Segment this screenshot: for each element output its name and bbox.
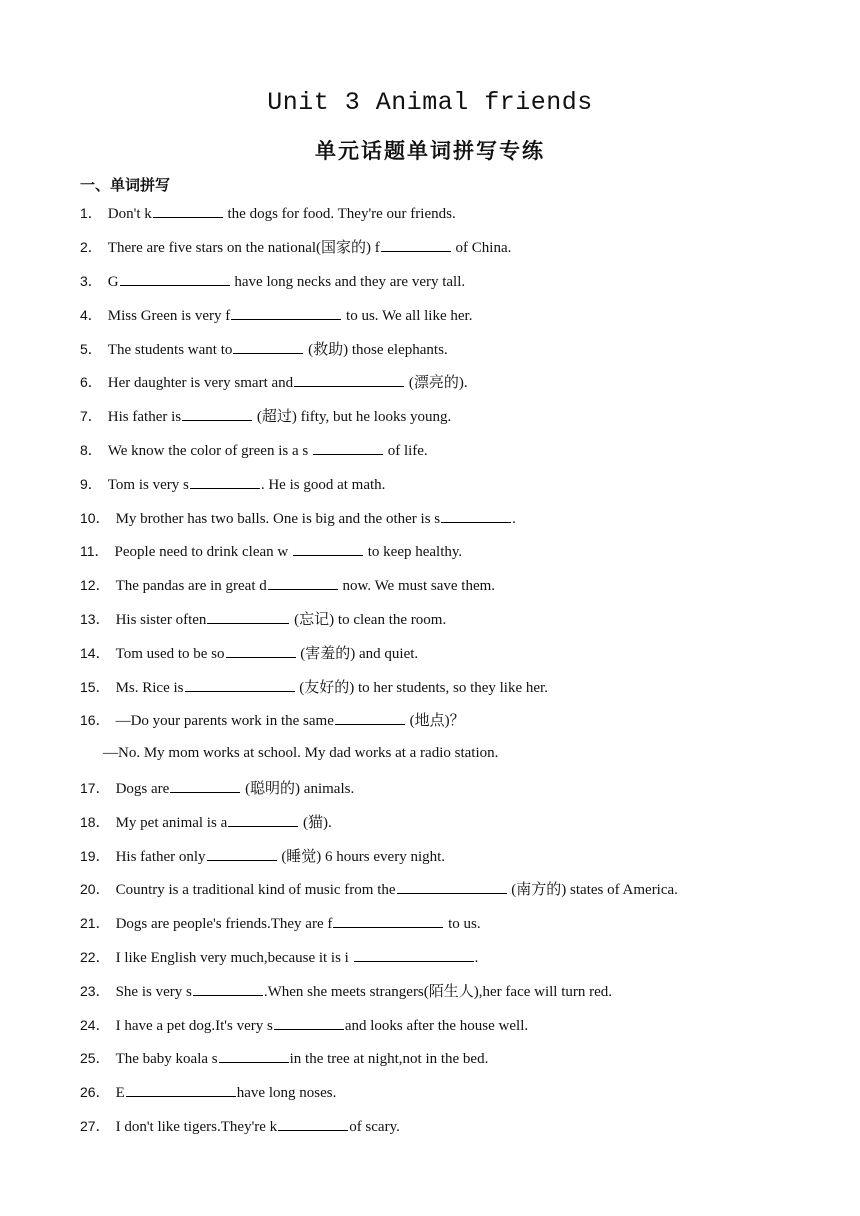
answer-blank[interactable]	[354, 946, 474, 962]
question-14: 14． Tom used to be so (害羞的) and quiet.	[80, 642, 418, 662]
question-8: 8． We know the color of green is a s of life.	[80, 439, 428, 459]
question-9: 9． Tom is very s . He is good at math.	[80, 473, 385, 493]
answer-blank[interactable]	[333, 912, 443, 928]
answer-blank[interactable]	[120, 270, 230, 286]
answer-blank[interactable]	[274, 1014, 344, 1030]
question-16: 16． —Do your parents work in the same (地点)？	[80, 709, 465, 729]
question-4: 4． Miss Green is very f to us. We all like her.	[80, 304, 472, 324]
answer-blank[interactable]	[153, 202, 223, 218]
question-19: 19． His father only (睡觉) 6 hours every night.	[80, 845, 445, 865]
answer-blank[interactable]	[170, 777, 240, 793]
page-subtitle: 单元话题单词拼写专练	[315, 138, 545, 163]
answer-blank[interactable]	[441, 507, 511, 523]
question-15: 15． Ms. Rice is (友好的) to her students, so they like her.	[80, 676, 548, 696]
answer-blank[interactable]	[185, 676, 295, 692]
answer-blank[interactable]	[293, 540, 363, 556]
answer-blank[interactable]	[126, 1081, 236, 1097]
answer-blank[interactable]	[207, 845, 277, 861]
question-7: 7． His father is (超过) fifty, but he looks young.	[80, 405, 451, 425]
question-23: 23． She is very s .When she meets strangers(陌生人),her face will turn red.	[80, 980, 612, 1000]
question-21: 21． Dogs are people's friends.They are f to us.	[80, 912, 481, 932]
question-27: 27． I don't like tigers.They're k of scary.	[80, 1115, 400, 1135]
answer-blank[interactable]	[219, 1047, 289, 1063]
answer-blank[interactable]	[268, 574, 338, 590]
question-12: 12． The pandas are in great d now. We must save them.	[80, 574, 495, 594]
answer-blank[interactable]	[228, 811, 298, 827]
question-26: 26． E have long noses.	[80, 1081, 336, 1101]
answer-blank[interactable]	[190, 473, 260, 489]
answer-blank[interactable]	[278, 1115, 348, 1131]
question-16-reply: —No. My mom works at school. My dad works at a radio station.	[103, 745, 499, 761]
answer-blank[interactable]	[335, 709, 405, 725]
answer-blank[interactable]	[207, 608, 289, 624]
answer-blank[interactable]	[226, 642, 296, 658]
question-20: 20． Country is a traditional kind of music from the (南方的) states of America.	[80, 878, 678, 898]
question-6: 6． Her daughter is very smart and (漂亮的).	[80, 371, 468, 391]
question-11: 11． People need to drink clean w to keep healthy.	[80, 540, 462, 560]
section-heading: 一、单词拼写	[80, 176, 171, 194]
answer-blank[interactable]	[233, 338, 303, 354]
page-title: Unit 3 Animal friends	[267, 88, 593, 117]
question-25: 25． The baby koala s in the tree at night,not in the bed.	[80, 1047, 488, 1067]
question-17: 17． Dogs are (聪明的) animals.	[80, 777, 354, 797]
question-22: 22． I like English very much,because it is i .	[80, 946, 478, 966]
question-1: 1． Don't k the dogs for food. They're our friends.	[80, 202, 456, 222]
question-5: 5． The students want to (救助) those elephants.	[80, 338, 448, 358]
answer-blank[interactable]	[182, 405, 252, 421]
question-18: 18． My pet animal is a (猫).	[80, 811, 332, 831]
question-2: 2． There are five stars on the national(国家的) f of China.	[80, 236, 511, 256]
question-24: 24． I have a pet dog.It's very s and looks after the house well.	[80, 1014, 528, 1034]
answer-blank[interactable]	[231, 304, 341, 320]
question-10: 10． My brother has two balls. One is big and the other is s .	[80, 507, 516, 527]
answer-blank[interactable]	[294, 371, 404, 387]
answer-blank[interactable]	[381, 236, 451, 252]
answer-blank[interactable]	[313, 439, 383, 455]
answer-blank[interactable]	[397, 878, 507, 894]
question-3: 3． G have long necks and they are very tall.	[80, 270, 465, 290]
question-13: 13． His sister often (忘记) to clean the room.	[80, 608, 446, 628]
answer-blank[interactable]	[193, 980, 263, 996]
